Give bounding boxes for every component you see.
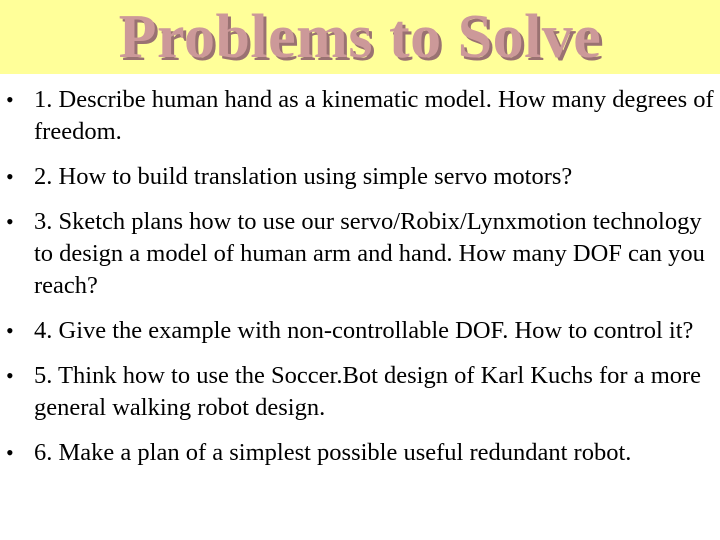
problem-text: 6. Make a plan of a simplest possible useful redundant robot. bbox=[34, 439, 632, 466]
problem-text: 2. How to build translation using simple servo motors? bbox=[34, 163, 573, 190]
bullet-icon: • bbox=[6, 164, 14, 189]
problem-text: 3. Sketch plans how to use our servo/Robix/Lynxmotion technology to design a model of human arm and hand. How many DOF can you reach? bbox=[34, 208, 705, 299]
problem-item-6 bbox=[0, 437, 720, 469]
problem-item-4 bbox=[0, 315, 720, 347]
bullet-icon: • bbox=[6, 318, 14, 343]
bullet-icon: • bbox=[6, 363, 14, 388]
slide-title: Problems to Solve bbox=[118, 3, 602, 71]
problem-list bbox=[0, 84, 720, 482]
problem-item-3 bbox=[0, 206, 720, 302]
problem-item-5 bbox=[0, 360, 720, 424]
bullet-icon: • bbox=[6, 440, 14, 465]
bullet-icon: • bbox=[6, 209, 14, 234]
bullet-icon: • bbox=[6, 87, 14, 112]
problem-text: 5. Think how to use the Soccer.Bot design of Karl Kuchs for a more general walking robot design. bbox=[34, 362, 702, 421]
problem-item-1 bbox=[0, 84, 720, 148]
problem-item-2 bbox=[0, 161, 720, 193]
problem-text: 4. Give the example with non-controllable DOF. How to control it? bbox=[34, 317, 694, 344]
problem-text: 1. Describe human hand as a kinematic model. How many degrees of freedom. bbox=[34, 86, 714, 145]
